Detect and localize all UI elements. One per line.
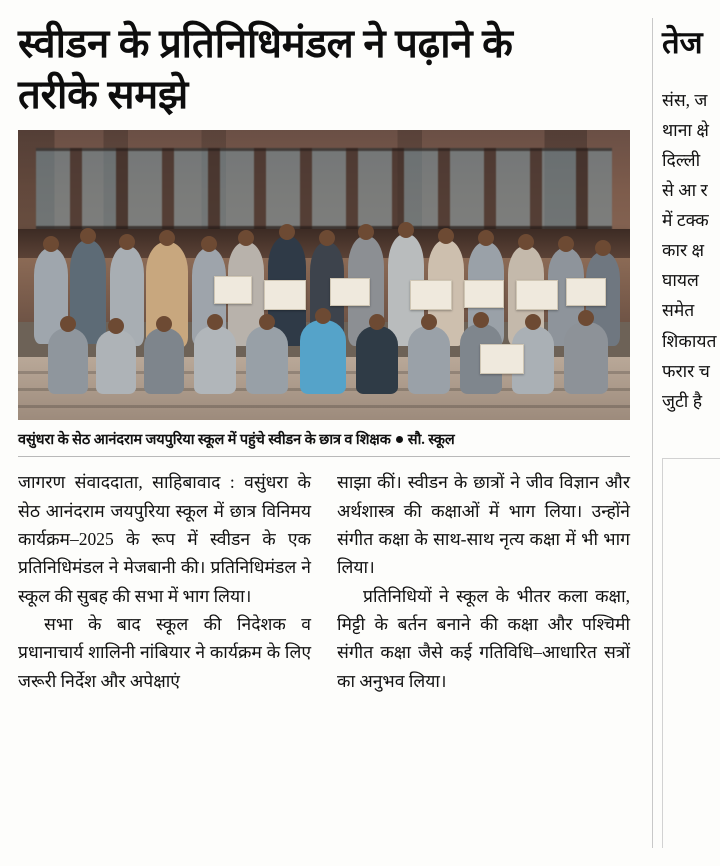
photo-person-head [80,228,96,244]
photo-person-head [518,234,534,250]
photo-person-head [207,314,223,330]
photo-held-card [566,278,606,306]
photo-person [408,326,450,394]
photo-person-head [473,312,489,328]
side-article-box [662,458,720,848]
photo-person-head [358,224,374,240]
photo-caption-text: वसुंधरा के सेठ आनंदराम जयपुरिया स्कूल में पहुंचे स्वीडन के छात्र व शिक्षक [18,432,391,449]
photo-held-card [464,280,504,308]
side-article-line: समेत [662,300,695,321]
article-body-column-right [337,468,630,695]
photo-person-head [319,230,335,246]
photo-person-head [279,224,295,240]
side-article-line: में टक्क [662,210,709,231]
photo-caption-credit: सौ. स्कूल [407,432,455,449]
photo-person-head [478,230,494,246]
article-body [18,468,630,695]
article-photo [18,130,630,420]
side-article-line: शिकायत [662,330,717,351]
side-article-line: से आ र [662,180,708,201]
side-article-body [662,85,720,416]
photo-held-card [516,280,558,310]
side-article-column [652,18,720,848]
side-article-line: फरार च [662,360,710,381]
photo-held-card [480,344,524,374]
article-paragraph: सभा के बाद स्कूल की निदेशक व प्रधानाचार्य शालिनी नांबियार ने कार्यक्रम के लिए जरूरी निर्देश और अपेक्षाएं [18,614,311,691]
photo-held-card [410,280,452,310]
photo-held-card [264,280,306,310]
main-article-column [18,18,636,848]
photo-person-head [238,230,254,246]
photo-person [246,326,288,394]
photo-person [48,328,88,394]
side-article-line: कार क्ष [662,240,705,261]
photo-person-head [525,314,541,330]
article-paragraph: साझा कीं। स्वीडन के छात्रों ने जीव विज्ञान और अर्थशास्त्र की कक्षाओं में भाग लिया। उन्होंने संगीत कक्षा के साथ-साथ नृत्य कक्षा में भी भाग लिया। [337,472,630,578]
photo-person-head [43,236,59,252]
article-paragraph: जागरण संवाददाता, साहिबावाद : वसुंधरा के सेठ आनंदराम जयपुरिया स्कूल में छात्र विनिमय कार्यक्रम–2025 के रूप में स्वीडन के एक प्रतिनिधिमंडल ने मेजबानी की। प्रतिनिधिमंडल ने स्कूल की सुबह की सभा में भाग लिया। [18,472,311,606]
photo-person [144,328,184,394]
photo-person-head [595,240,611,256]
side-article-line: घायल [662,270,699,291]
article-paragraph: प्रतिनिधियों ने स्कूल के भीतर कला कक्षा, मिट्टी के बर्तन बनाने की कक्षा और पश्चिमी संगीत कक्षा जैसे कई गतिविधि–आधारित सत्रों का अनुभव लिया। [337,585,630,691]
photo-person-head [369,314,385,330]
photo-person-head [259,314,275,330]
photo-person [194,326,236,394]
photo-person-head [201,236,217,252]
column-divider [652,18,653,848]
side-article-line: संस, ज [662,89,708,110]
bullet-icon [396,436,403,443]
photo-person [356,326,398,394]
article-headline: स्वीडन के प्रतिनिधिमंडल ने पढ़ाने के तरीके समझे [18,21,513,118]
photo-person-head [108,318,124,334]
photo-person [564,322,608,394]
photo-person-head [60,316,76,332]
photo-person-head [558,236,574,252]
photo-held-card [214,276,252,304]
side-article-line: थाना क्षे [662,119,709,140]
photo-person [96,330,136,394]
side-article-line: जुटी है [662,390,703,411]
photo-person-head [156,316,172,332]
photo-person-head [315,308,331,324]
photo-person-head [421,314,437,330]
photo-held-card [330,278,370,306]
photo-person-head [119,234,135,250]
side-article-headline: तेज [662,25,703,60]
photo-person-head [578,310,594,326]
photo-caption [18,429,636,449]
caption-divider [18,456,630,457]
photo-person [300,320,346,394]
photo-window-row [36,148,611,230]
side-article-line: दिल्ली [662,149,701,170]
photo-person-head [438,228,454,244]
photo-person-head [159,230,175,246]
article-body-column-left [18,468,311,695]
photo-person-head [398,222,414,238]
